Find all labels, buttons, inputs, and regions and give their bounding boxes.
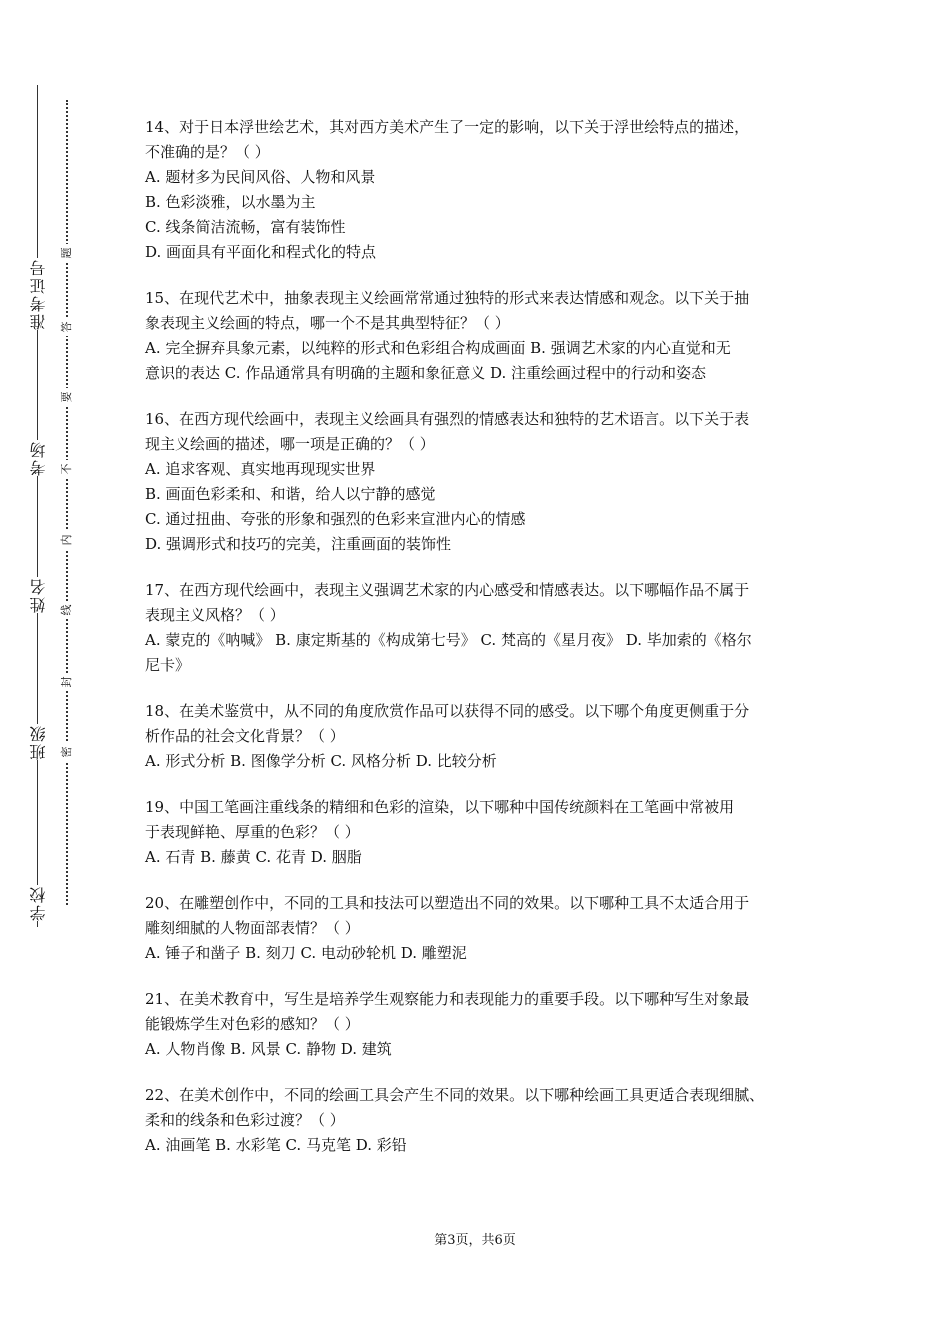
page-number: 第3页，共6页: [434, 1233, 516, 1248]
seal-char: 线: [60, 601, 74, 619]
seal-char: 内: [60, 531, 74, 549]
question-text: 14、对于日本浮世绘艺术，其对西方美术产生了一定的影响，以下关于浮世绘特点的描述，: [145, 118, 750, 136]
option-c: C. 线条简洁流畅，富有装饰性: [145, 218, 346, 236]
question-text: 19、中国工笔画注重线条的精细和色彩的渲染，以下哪种中国传统颜料在工笔画中常被用: [145, 798, 735, 816]
seal-char: 不: [60, 460, 74, 478]
binding-line-dotted: [66, 100, 68, 905]
options-text: A. 人物肖像 B. 风景 C. 静物 D. 建筑: [145, 1040, 392, 1058]
field-exam-id: 准考证号: [28, 258, 48, 330]
options-text: A. 蒙克的《呐喊》 B. 康定斯基的《构成第七号》 C. 梵高的《星月夜》 D. 毕加索的《格尔: [145, 631, 752, 649]
question-text: 柔和的线条和色彩过渡？（ ）: [145, 1111, 345, 1129]
question-15: [145, 286, 825, 386]
question-text: 20、在雕塑创作中，不同的工具和技法可以塑造出不同的效果。以下哪种工具不太适合用于: [145, 894, 750, 912]
question-16: [145, 407, 825, 557]
question-text: 象表现主义绘画的特点，哪一个不是其典型特征？（ ）: [145, 314, 510, 332]
options-text: A. 完全摒弃具象元素，以纯粹的形式和色彩组合构成画面 B. 强调艺术家的内心直觉和无: [145, 339, 731, 357]
question-17: [145, 578, 825, 678]
option-d: D. 强调形式和技巧的完美，注重画面的装饰性: [145, 535, 452, 553]
question-text: 不准确的是？（ ）: [145, 143, 270, 161]
field-class: 班级: [28, 724, 48, 760]
question-text: 析作品的社会文化背景？（ ）: [145, 727, 345, 745]
seal-char: 要: [60, 388, 74, 406]
question-text: 21、在美术教育中，写生是培养学生观察能力和表现能力的重要手段。以下哪种写生对象最: [145, 990, 750, 1008]
question-list: [145, 115, 825, 1179]
binding-line-solid: [37, 85, 38, 927]
question-text: 雕刻细腻的人物面部表情？（ ）: [145, 919, 360, 937]
question-text: 于表现鲜艳、厚重的色彩？（ ）: [145, 823, 360, 841]
question-text: 17、在西方现代绘画中，表现主义强调艺术家的内心感受和情感表达。以下哪幅作品不属于: [145, 581, 750, 599]
option-c: C. 通过扭曲、夸张的形象和强烈的色彩来宣泄内心的情感: [145, 510, 526, 528]
options-text: A. 石青 B. 藤黄 C. 花青 D. 胭脂: [145, 848, 362, 866]
seal-char: 密: [60, 743, 74, 761]
field-school: 学校: [28, 885, 48, 921]
question-20: [145, 891, 825, 966]
field-name: 姓名: [28, 577, 48, 613]
question-text: 现主义绘画的描述，哪一项是正确的？（ ）: [145, 435, 435, 453]
field-exam-room: 考场: [28, 440, 48, 476]
question-text: 16、在西方现代绘画中，表现主义绘画具有强烈的情感表达和独特的艺术语言。以下关于表: [145, 410, 750, 428]
options-text: A. 油画笔 B. 水彩笔 C. 马克笔 D. 彩铅: [145, 1136, 407, 1154]
option-b: B. 画面色彩柔和、和谐，给人以宁静的感觉: [145, 485, 436, 503]
question-19: [145, 795, 825, 870]
option-a: A. 题材多为民间风俗、人物和风景: [145, 168, 376, 186]
options-text: A. 锤子和凿子 B. 刻刀 C. 电动砂轮机 D. 雕塑泥: [145, 944, 467, 962]
question-text: 22、在美术创作中，不同的绘画工具会产生不同的效果。以下哪种绘画工具更适合表现细腻、: [145, 1086, 765, 1104]
question-22: [145, 1083, 825, 1158]
options-text: 尼卡》: [145, 656, 191, 674]
question-text: 表现主义风格？（ ）: [145, 606, 285, 624]
seal-char: 封: [60, 673, 74, 691]
question-18: [145, 699, 825, 774]
question-text: 18、在美术鉴赏中，从不同的角度欣赏作品可以获得不同的感受。以下哪个角度更侧重于分: [145, 702, 750, 720]
question-14: [145, 115, 825, 265]
options-text: 意识的表达 C. 作品通常具有明确的主题和象征意义 D. 注重绘画过程中的行动和姿态: [145, 364, 707, 382]
seal-char: 题: [60, 244, 74, 262]
seal-char: 答: [60, 318, 74, 336]
option-b: B. 色彩淡雅，以水墨为主: [145, 193, 316, 211]
options-text: A. 形式分析 B. 图像学分析 C. 风格分析 D. 比较分析: [145, 752, 497, 770]
option-a: A. 追求客观、真实地再现现实世界: [145, 460, 376, 478]
question-text: 15、在现代艺术中，抽象表现主义绘画常常通过独特的形式来表达情感和观念。以下关于抽: [145, 289, 750, 307]
question-21: [145, 987, 825, 1062]
option-d: D. 画面具有平面化和程式化的特点: [145, 243, 377, 261]
question-text: 能锻炼学生对色彩的感知？（ ）: [145, 1015, 360, 1033]
